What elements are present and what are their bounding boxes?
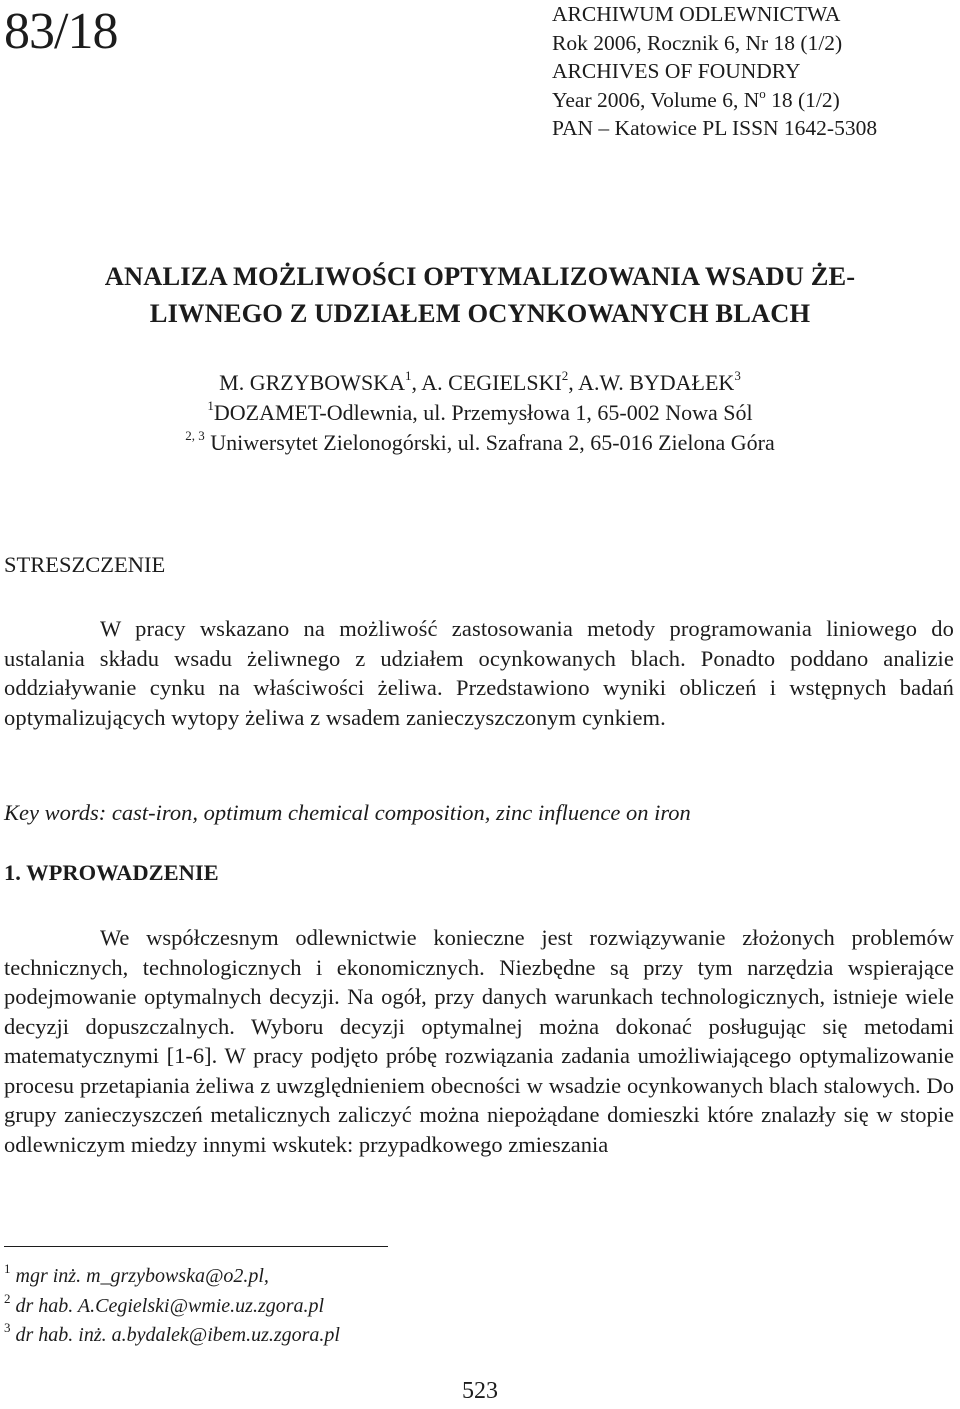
author-1: M. GRZYBOWSKA <box>219 370 405 395</box>
footnotes <box>4 1262 340 1351</box>
author-3: , A.W. BYDAŁEK <box>568 370 735 395</box>
abstract-heading: STRESZCZENIE <box>4 552 166 577</box>
keywords: Key words: cast-iron, optimum chemical composition, zinc influence on iron <box>4 800 691 825</box>
journal-header <box>552 0 877 143</box>
footnote-separator <box>4 1246 388 1247</box>
author-list: M. GRZYBOWSKA$^1$, A. CEGIELSKI$^2$, A.W. BYDAŁEK$^3$ <box>219 368 741 395</box>
affiliation-2: $^{2, 3}$ Uniwersytet Zielonogórski, ul. Szafrana 2, 65-016 Zielona Góra <box>185 428 775 455</box>
affiliation-1: $^1$DOZAMET-Odlewnia, ul. Przemysłowa 1, 65-002 Nowa Sól <box>207 398 753 425</box>
footnote-1: $^1$ mgr inż. m_grzybowska@o2.pl, <box>4 1261 269 1287</box>
abstract-text: W pracy wskazano na możliwość zastosowania metody programowania liniowego do ustalania składu wsadu żeliwnego z udziałem ocynkowanych blach. Ponadto poddano analizie oddziaływanie cynku na właściwości żeliwa. Przedstawiono wyniki obliczeń i wstępnych badań optymalizujących wytopy żeliwa z wsadem zanieczyszczonym cynkiem. <box>4 616 954 730</box>
journal-name-pl: ARCHIWUM ODLEWNICTWA <box>552 2 841 26</box>
journal-issn: PAN – Katowice PL ISSN 1642-5308 <box>552 116 878 140</box>
journal-name-en: ARCHIVES OF FOUNDRY <box>552 59 801 83</box>
paper-title <box>0 258 960 332</box>
introduction-heading: 1. WPROWADZENIE <box>4 860 219 885</box>
footnote-3: $^3$ dr hab. inż. a.bydalek@ibem.uz.zgora.pl <box>4 1320 340 1346</box>
paper-number: 83/18 <box>4 3 118 60</box>
title-line-2: LIWNEGO Z UDZIAŁEM OCYNKOWANYCH BLACH <box>149 298 811 328</box>
title-line-1: ANALIZA MOŻLIWOŚCI OPTYMALIZOWANIA WSADU ŻE- <box>104 261 856 291</box>
journal-volume-pl: Rok 2006, Rocznik 6, Nr 18 (1/2) <box>552 30 843 55</box>
footnote-2: $^2$ dr hab. A.Cegielski@wmie.uz.zgora.pl <box>4 1290 325 1317</box>
author-2: , A. CEGIELSKI <box>411 370 562 395</box>
authors-block <box>0 368 960 458</box>
page-number: 523 <box>462 1378 498 1404</box>
journal-volume-en: Year 2006, Volume 6, $N^o$ 18 (1/2) <box>552 85 840 112</box>
introduction-text: We współczesnym odlewnictwie konieczne jest rozwiązywanie złożonych problemów technicznych, technologicznych i ekonomicznych. Niezbędne są przy tym narzędzia wspierające podejmowanie optymalnych decyzji. Na ogół, przy danych warunkach technologicznych, istnieje wiele decyzji dopuszczalnych. Wyboru decyzji optymalnej można dokonać posługując się metodami matematycznymi [1-6]. W pracy podjęto próbę rozwiązania zadania umożliwiającego optymalizowanie procesu przetapiania żeliwa z uwzględnieniem obecności w wsadzie ocynkowanych blach stalowych. Do grupy zanieczyszczeń metalicznych zaliczyć można niepożądane domieszki które znalazły się w stopie odlewniczym miedzy innymi wskutek: przypadkowego zmieszania <box>4 925 954 1157</box>
